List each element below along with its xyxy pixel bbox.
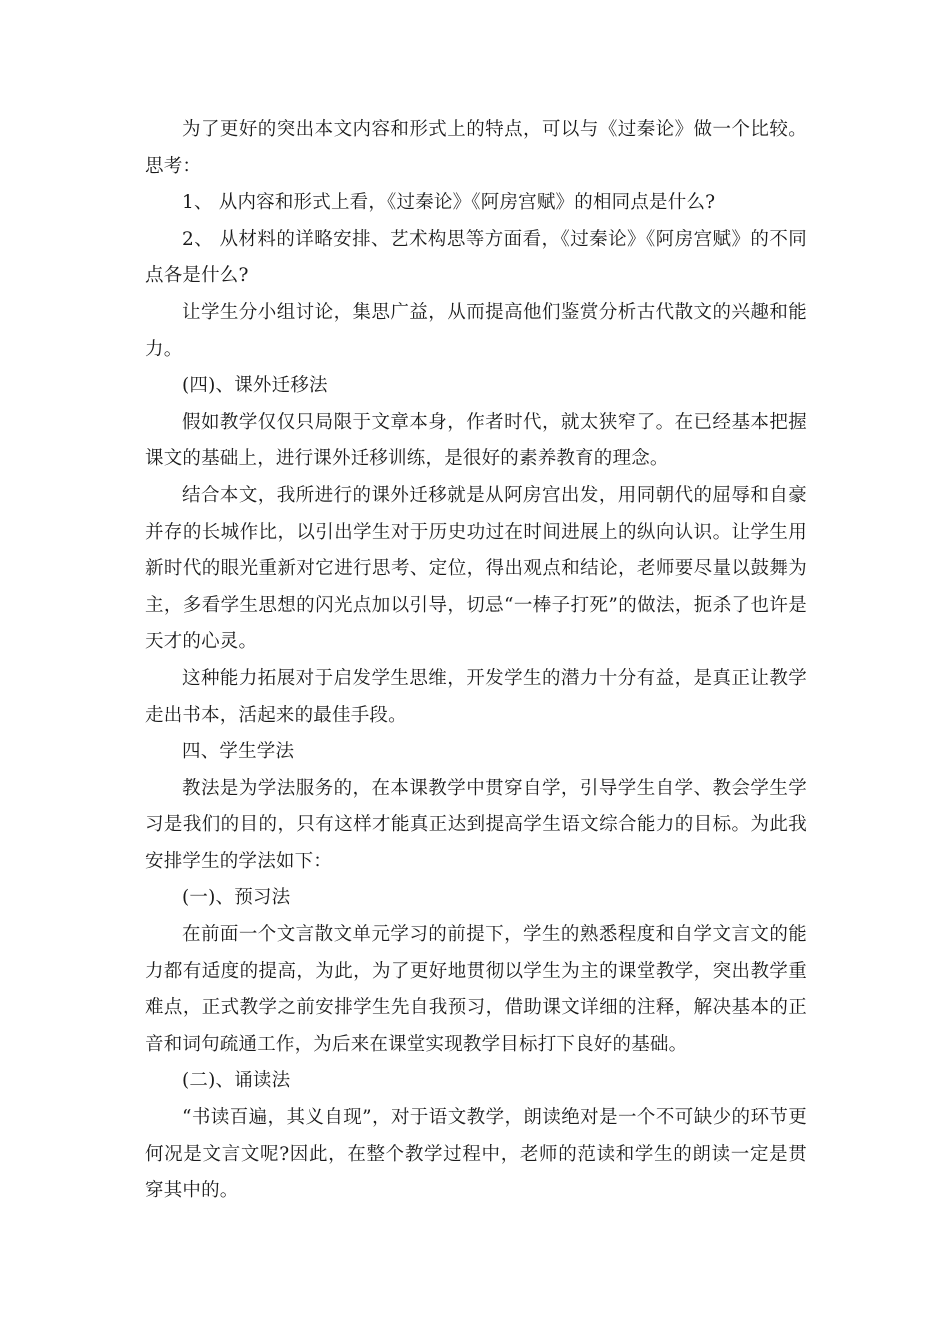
paragraph-preview-method: 在前面一个文言散文单元学习的前提下，学生的熟悉程度和自学文言文的能力都有适度的提高，为此，为了更好地贯彻以学生为主的课堂教学，突出教学重难点，正式教学之前安排学生先自我预习，借助课文详细的注释，解决基本的正音和词句疏通工作，为后来在课堂实现教学目标打下良好的基础。 bbox=[145, 924, 807, 1055]
document-body bbox=[145, 112, 807, 1210]
paragraph-great-wall-comparison: 结合本文，我所进行的课外迁移就是从阿房宫出发，用同朝代的屈辱和自豪并存的长城作比，以引出学生对于历史功过在时间进展上的纵向认识。让学生用新时代的眼光重新对它进行思考、定位，得出观点和结论，老师要尽量以鼓舞为主，多看学生思想的闪光点加以引导，切忌“一棒子打死”的做法，扼杀了也许是天才的心灵。 bbox=[145, 484, 807, 653]
paragraph-group-discussion: 让学生分小组讨论，集思广益，从而提高他们鉴赏分析古代散文的兴趣和能力。 bbox=[145, 301, 807, 360]
paragraph-ability-expansion: 这种能力拓展对于启发学生思维，开发学生的潜力十分有益，是真正让教学走出书本，活起来的最佳手段。 bbox=[145, 667, 807, 726]
paragraph-methods-intro: 教法是为学法服务的，在本课教学中贯穿自学，引导学生自学、教会学生学习是我们的目的，只有这样才能真正达到提高学生语文综合能力的目标。为此我安排学生的学法如下： bbox=[145, 777, 807, 872]
paragraph-transfer-rationale: 假如教学仅仅只局限于文章本身，作者时代，就太狭窄了。在已经基本把握课文的基础上，进行课外迁移训练，是很好的素养教育的理念。 bbox=[145, 411, 807, 470]
heading-student-methods: 四、学生学法 bbox=[182, 741, 295, 763]
heading-recitation-method: (二)、诵读法 bbox=[182, 1070, 291, 1092]
question-1: 1、 从内容和形式上看，《过秦论》《阿房宫赋》的相同点是什么? bbox=[182, 192, 716, 214]
question-2: 2、 从材料的详略安排、艺术构思等方面看，《过秦论》《阿房宫赋》的不同点各是什么? bbox=[145, 228, 807, 287]
heading-preview-method: (一)、预习法 bbox=[182, 887, 291, 909]
paragraph-recitation-method: “书读百遍，其义自现”，对于语文教学，朗读绝对是一个不可缺少的环节更何况是文言文呢?因此，在整个教学过程中，老师的范读和学生的朗读一定是贯穿其中的。 bbox=[145, 1107, 807, 1202]
paragraph-comparison-intro: 为了更好的突出本文内容和形式上的特点，可以与《过秦论》做一个比较。思考： bbox=[145, 119, 807, 177]
heading-extracurricular-transfer: (四)、课外迁移法 bbox=[182, 375, 328, 397]
